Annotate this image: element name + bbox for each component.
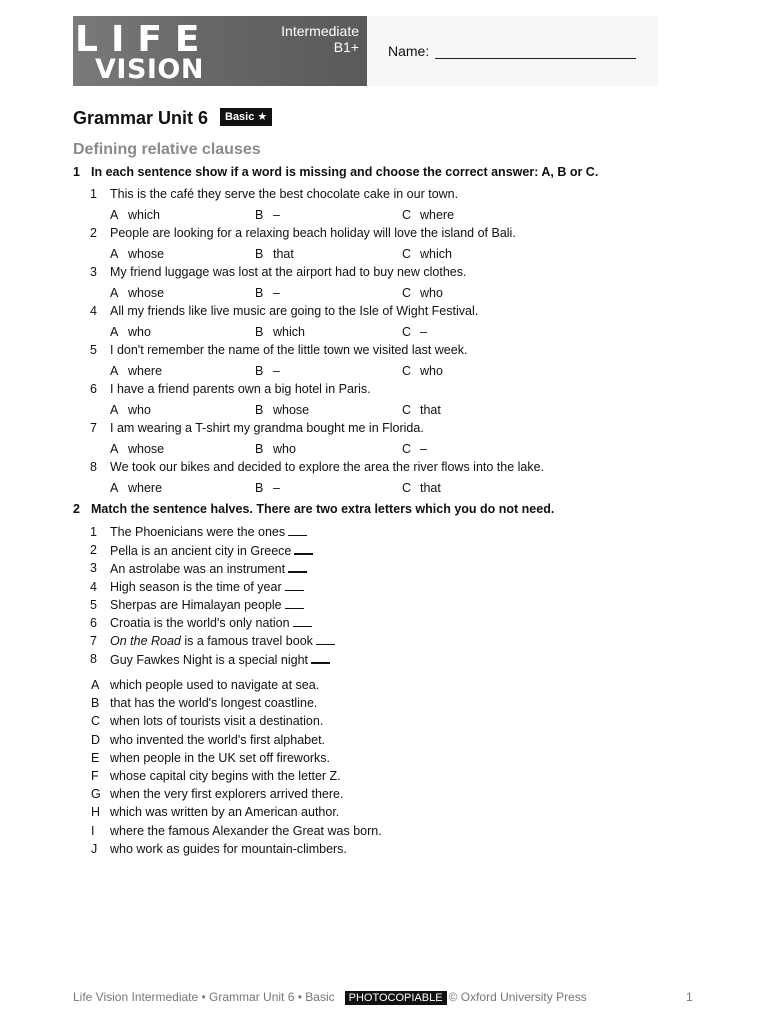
question-number: 2 xyxy=(90,226,97,240)
ending-text: when the very first explorers arrived there. xyxy=(110,787,344,802)
option-a[interactable] xyxy=(110,364,162,378)
option-a[interactable] xyxy=(110,325,151,339)
answer-blank[interactable] xyxy=(285,580,304,591)
footer-text: Life Vision Intermediate • Grammar Unit 6 • Basic xyxy=(73,990,335,1004)
option-text: where xyxy=(128,481,163,495)
option-letter: A xyxy=(110,481,119,495)
half-text xyxy=(110,543,313,558)
question-text: People are looking for a relaxing beach holiday will love the island of Bali. xyxy=(110,226,516,240)
question-text: I have a friend parents own a big hotel in Paris. xyxy=(110,382,371,396)
option-letter: B xyxy=(255,403,264,417)
page-title: Grammar Unit 6 xyxy=(73,108,209,128)
option-text: which xyxy=(273,325,305,339)
option-b[interactable] xyxy=(255,286,280,300)
half-text-body: The Phoenicians were the ones xyxy=(110,525,286,539)
ending-text: where the famous Alexander the Great was born. xyxy=(110,823,382,838)
ending-letter: F xyxy=(91,769,99,783)
option-b[interactable] xyxy=(255,325,305,339)
half-text-body: Guy Fawkes Night is a special night xyxy=(110,653,309,668)
option-text: whose xyxy=(273,403,310,417)
photocopiable-badge: PHOTOCOPIABLE xyxy=(345,991,447,1005)
question-number: 7 xyxy=(90,421,97,435)
name-box xyxy=(367,16,658,86)
ending-text: which was written by an American author. xyxy=(110,805,340,820)
answer-blank[interactable] xyxy=(288,561,307,573)
option-c[interactable] xyxy=(402,208,454,222)
option-letter: C xyxy=(402,325,412,339)
option-c[interactable] xyxy=(402,403,441,417)
option-text: that xyxy=(420,481,441,495)
instruction-text: Match the sentence halves. There are two extra letters which you do not need. xyxy=(91,502,555,516)
ending-letter: H xyxy=(91,805,101,820)
option-text: that xyxy=(420,403,441,417)
ending-text: when people in the UK set off fireworks. xyxy=(110,750,331,765)
option-text: – xyxy=(420,442,427,456)
exercise-number: 2 xyxy=(73,502,80,516)
option-letter: B xyxy=(255,325,264,339)
question-number: 1 xyxy=(90,187,97,201)
half-text-body: High season is the time of year xyxy=(110,579,282,594)
option-letter: C xyxy=(402,208,412,222)
option-c[interactable] xyxy=(402,247,452,261)
option-a[interactable] xyxy=(110,208,160,222)
option-letter: B xyxy=(255,442,264,456)
half-text xyxy=(110,652,330,667)
question-text: My friend luggage was lost at the airport had to buy new clothes. xyxy=(110,265,467,279)
half-text-body: Croatia is the world's only nation xyxy=(110,616,290,630)
option-letter: C xyxy=(402,442,412,456)
name-label: Name: xyxy=(388,43,430,59)
ending-text: that has the world's longest coastline. xyxy=(110,696,318,711)
answer-blank[interactable] xyxy=(293,616,312,627)
option-b[interactable] xyxy=(255,247,294,261)
option-b[interactable] xyxy=(255,442,296,456)
option-text: that xyxy=(273,247,294,261)
half-text xyxy=(110,561,307,576)
option-letter: A xyxy=(110,247,119,261)
option-letter: A xyxy=(110,403,119,417)
question-number: 5 xyxy=(90,343,97,357)
question-text: I am wearing a T-shirt my grandma bought me in Florida. xyxy=(110,421,424,435)
book-title: On the Road xyxy=(110,634,181,649)
option-letter: A xyxy=(110,286,119,300)
ending-letter: J xyxy=(91,841,98,856)
page-number: 1 xyxy=(686,990,693,1004)
option-letter: A xyxy=(110,364,119,378)
logo-line-1: LIFE xyxy=(75,19,213,60)
option-c[interactable] xyxy=(402,442,427,456)
section-subtitle: Defining relative clauses xyxy=(73,141,261,158)
option-letter: B xyxy=(255,208,264,222)
option-letter: C xyxy=(402,481,412,495)
option-c[interactable] xyxy=(402,481,441,495)
life-vision-logo xyxy=(73,16,367,86)
ending-text: who invented the world's first alphabet. xyxy=(110,732,326,747)
option-text: whose xyxy=(128,247,165,261)
exercise-1-instruction xyxy=(73,165,598,179)
option-a[interactable] xyxy=(110,442,164,456)
half-number: 6 xyxy=(90,616,97,630)
option-text: where xyxy=(420,208,455,222)
option-letter: B xyxy=(255,286,264,300)
question-text: We took our bikes and decided to explore the area the river flows into the lake. xyxy=(110,460,545,474)
ending-letter: D xyxy=(91,732,101,747)
option-c[interactable] xyxy=(402,286,443,300)
answer-blank[interactable] xyxy=(288,525,307,536)
option-text: whose xyxy=(128,442,165,456)
ending-letter: B xyxy=(91,696,100,711)
exercise-number: 1 xyxy=(73,165,80,179)
question-number: 4 xyxy=(90,304,97,318)
question-number: 3 xyxy=(90,265,97,279)
option-text: – xyxy=(273,481,280,495)
option-letter: A xyxy=(110,442,119,456)
half-text xyxy=(110,598,304,612)
half-number: 1 xyxy=(90,525,97,539)
option-b[interactable] xyxy=(255,481,280,495)
level-label: Intermediate xyxy=(281,23,359,39)
copyright: © Oxford University Press xyxy=(448,990,587,1004)
half-text xyxy=(110,525,307,539)
option-letter: B xyxy=(255,364,264,378)
option-a[interactable] xyxy=(110,403,151,417)
option-letter: A xyxy=(110,325,119,339)
half-number: 3 xyxy=(90,561,97,576)
option-text: – xyxy=(273,364,280,378)
half-text-body: Pella is an ancient city in Greece xyxy=(110,544,292,559)
option-text: who xyxy=(273,442,296,456)
option-text: where xyxy=(128,364,163,378)
ending-letter: C xyxy=(91,714,101,729)
half-text xyxy=(110,580,304,594)
option-text: who xyxy=(128,325,151,339)
half-number: 5 xyxy=(90,597,97,612)
option-b[interactable] xyxy=(255,403,309,417)
ending-text: whose capital city begins with the letter Z. xyxy=(110,769,341,783)
ending-text: when lots of tourists visit a destination. xyxy=(110,714,324,729)
option-text: – xyxy=(420,325,427,339)
half-number: 7 xyxy=(90,634,97,649)
ending-letter: I xyxy=(91,823,95,838)
option-text: whose xyxy=(128,286,165,300)
option-b[interactable] xyxy=(255,364,280,378)
option-a[interactable] xyxy=(110,286,164,300)
option-text: which xyxy=(128,208,160,222)
level-code: B1+ xyxy=(333,39,359,55)
option-text: – xyxy=(273,208,280,222)
option-c[interactable] xyxy=(402,325,427,339)
footer xyxy=(73,990,587,1004)
option-text: who xyxy=(420,286,443,300)
answer-blank[interactable] xyxy=(311,652,330,664)
answer-blank[interactable] xyxy=(294,543,313,555)
question-text: This is the café they serve the best chocolate cake in our town. xyxy=(110,187,459,201)
half-number: 2 xyxy=(90,543,97,558)
option-text: who xyxy=(128,403,151,417)
instruction-text: In each sentence show if a word is missing and choose the correct answer: A, B or C. xyxy=(91,165,599,179)
option-letter: C xyxy=(402,286,412,300)
ending-letter: G xyxy=(91,787,101,802)
ending-letter: A xyxy=(91,678,100,692)
option-letter: B xyxy=(255,481,264,495)
ending-text: who work as guides for mountain-climbers. xyxy=(110,841,347,856)
option-a[interactable] xyxy=(110,481,162,495)
exercise-2-instruction xyxy=(73,502,554,516)
option-letter: A xyxy=(110,208,119,222)
option-letter: B xyxy=(255,247,264,261)
half-number: 4 xyxy=(90,579,97,594)
half-text xyxy=(110,634,335,648)
option-text: – xyxy=(273,286,280,300)
option-letter: C xyxy=(402,403,412,417)
half-text-body: An astrolabe was an instrument xyxy=(110,562,286,577)
half-text-body: Sherpas are Himalayan people xyxy=(110,597,282,612)
answer-blank[interactable] xyxy=(316,634,335,645)
half-text xyxy=(110,616,312,630)
option-c[interactable] xyxy=(402,364,443,378)
ending-letter: E xyxy=(91,750,100,765)
logo-line-2: VISION xyxy=(95,54,204,85)
question-text: All my friends like live music are going to the Isle of Wight Festival. xyxy=(110,304,479,318)
level-badge: Basic ★ xyxy=(220,108,272,126)
answer-blank[interactable] xyxy=(285,598,304,609)
option-text: which xyxy=(420,247,452,261)
question-number: 8 xyxy=(90,460,97,474)
option-letter: C xyxy=(402,247,412,261)
option-letter: C xyxy=(402,364,412,378)
question-text: I don't remember the name of the little town we visited last week. xyxy=(110,343,468,357)
half-text-body: is a famous travel book xyxy=(180,634,313,649)
option-text: who xyxy=(420,364,443,378)
option-a[interactable] xyxy=(110,247,164,261)
option-b[interactable] xyxy=(255,208,280,222)
question-number: 6 xyxy=(90,382,97,396)
name-field[interactable] xyxy=(435,58,636,59)
ending-text: which people used to navigate at sea. xyxy=(110,678,320,692)
half-number: 8 xyxy=(90,652,97,667)
